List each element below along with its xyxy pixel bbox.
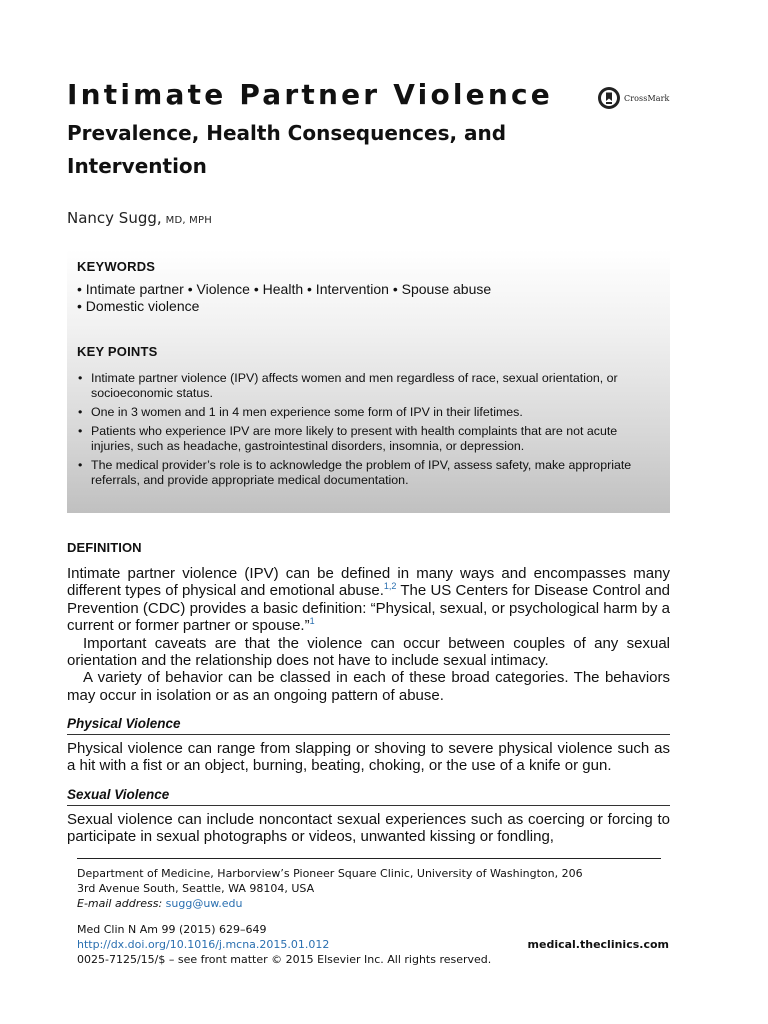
key-point-item: [77, 405, 662, 420]
paragraph-text: Intimate partner violence (IPV) can be defined in many ways and encompasses many different types of physical and emotional abuse.: [67, 565, 670, 600]
definition-body: [67, 565, 670, 704]
article-title: Intimate Partner Violence: [67, 78, 553, 111]
author-degrees: MD, MPH: [165, 215, 212, 226]
key-point-text: Patients who experience IPV are more likely to present with health complaints that are not acute injuries, such as headache, gastrointestinal disorders, insomnia, or depression.: [91, 424, 618, 453]
paragraph-text: The US Centers for Disease Control and Prevention (CDC) provides a basic definition: “Physical, sexual, or psychological harm by a current or former partner or spouse.”: [67, 582, 671, 635]
reference-link[interactable]: 1,2: [383, 581, 397, 592]
crossmark-label: CrossMark: [624, 93, 670, 103]
crossmark-badge[interactable]: [597, 86, 670, 110]
affiliation-line-1: Department of Medicine, Harborview’s Pioneer Square Clinic, University of Washington, 206: [77, 867, 583, 880]
key-points-list: [77, 371, 662, 492]
keywords-heading: KEYWORDS: [77, 259, 156, 274]
bullet-icon: •: [78, 458, 83, 472]
sexual-violence-heading: Sexual Violence: [67, 787, 670, 806]
key-point-item: [77, 424, 662, 454]
bullet-icon: •: [78, 424, 83, 438]
email-line: [77, 896, 669, 911]
definition-heading: DEFINITION: [67, 540, 142, 555]
key-point-text: Intimate partner violence (IPV) affects women and men regardless of race, sexual orientation, or socioeconomic status.: [91, 371, 618, 400]
definition-paragraph-1: [67, 565, 670, 635]
physical-violence-text: Physical violence can range from slapping or shoving to severe physical violence such as a hit with a fist or an object, burning, beating, choking, or the use of a knife or gun.: [67, 740, 670, 775]
key-point-item: [77, 458, 662, 488]
sexual-violence-text: Sexual violence can include noncontact sexual experiences such as coercing or forcing to participate in sexual photographs or videos, unwanted kissing or fondling,: [67, 811, 670, 846]
citation-block: [77, 922, 669, 967]
copyright-line: 0025-7125/15/$ – see front matter © 2015 Elsevier Inc. All rights reserved.: [77, 953, 492, 966]
physical-violence-heading: Physical Violence: [67, 716, 670, 735]
journal-citation: Med Clin N Am 99 (2015) 629–649: [77, 923, 267, 936]
keywords-line-1: • Intimate partner • Violence • Health • Intervention • Spouse abuse: [77, 281, 492, 297]
key-points-heading: KEY POINTS: [77, 344, 158, 359]
bullet-icon: •: [78, 405, 83, 419]
abstract-box: [67, 249, 670, 513]
email-link[interactable]: sugg@uw.edu: [165, 897, 243, 910]
key-point-item: [77, 371, 662, 401]
author-line: [67, 209, 212, 227]
author-name: Nancy Sugg,: [67, 209, 162, 227]
journal-site-link[interactable]: medical.theclinics.com: [527, 938, 669, 951]
keywords-list: [77, 281, 657, 315]
reference-link[interactable]: 1: [309, 616, 315, 627]
physical-violence-section: [67, 716, 670, 775]
key-point-text: One in 3 women and 1 in 4 men experience some form of IPV in their lifetimes.: [91, 405, 523, 419]
crossmark-icon: [597, 86, 621, 110]
doi-link[interactable]: http://dx.doi.org/10.1016/j.mcna.2015.01.012: [77, 938, 330, 951]
definition-paragraph-3: A variety of behavior can be classed in each of these broad categories. The behaviors may occur in isolation or as an ongoing pattern of abuse.: [67, 669, 670, 704]
affiliation-line-2: 3rd Avenue South, Seattle, WA 98104, USA: [77, 882, 315, 895]
keywords-line-2: • Domestic violence: [77, 298, 200, 314]
definition-paragraph-2: Important caveats are that the violence can occur between couples of any sexual orientation and the relationship does not have to include sexual intimacy.: [67, 634, 670, 670]
article-subtitle: Prevalence, Health Consequences, and Intervention: [67, 121, 507, 178]
sexual-violence-section: [67, 787, 670, 846]
key-point-text: The medical provider’s role is to acknowledge the problem of IPV, assess safety, make appropriate referrals, and provide appropriate medical documentation.: [91, 458, 632, 487]
email-label: E-mail address:: [77, 897, 163, 910]
bullet-icon: •: [78, 371, 83, 385]
footer-divider: [77, 858, 661, 859]
author-affiliation: [77, 866, 669, 911]
